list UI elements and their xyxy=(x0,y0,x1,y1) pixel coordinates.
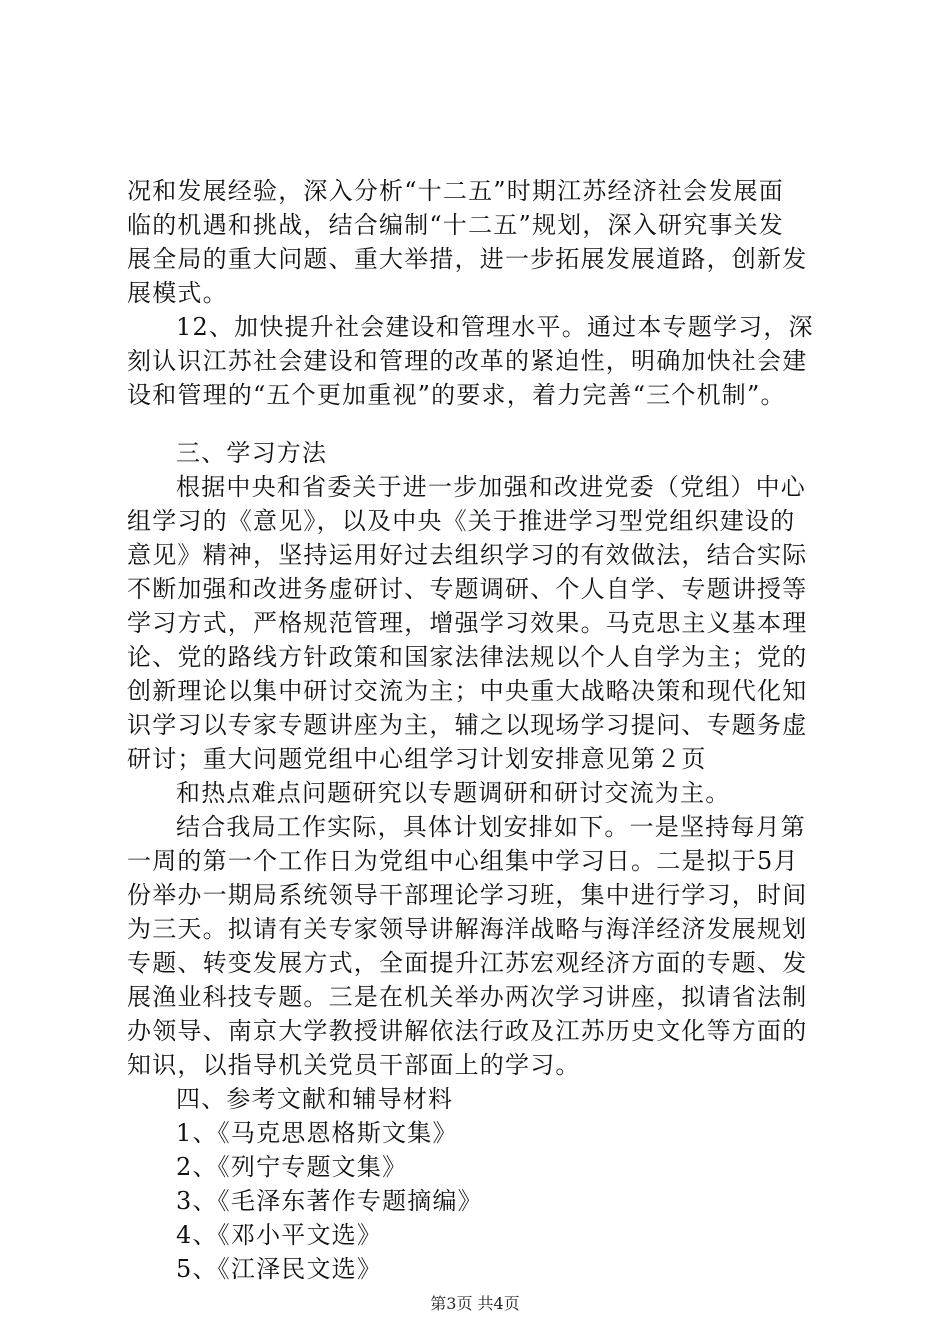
text-line: 不断加强和改进务虚研讨、专题调研、个人自学、专题讲授等 xyxy=(127,575,808,603)
text-line: 学习方式，严格规范管理，增强学习效果。马克思主义基本理 xyxy=(127,609,808,637)
text-line: 设和管理的“五个更加重视”的要求，着力完善“三个机制”。 xyxy=(127,381,786,409)
text-line: 研讨；重大问题党组中心组学习计划安排意见第２页 xyxy=(127,745,707,773)
page-footer: 第3页 共4页 xyxy=(430,1294,520,1313)
section-heading: 四、参考文献和辅导材料 xyxy=(176,1085,454,1113)
text-line: 知识，以指导机关党员干部面上的学习。 xyxy=(127,1051,581,1079)
text-line: 创新理论以集中研讨交流为主；中央重大战略决策和现代化知 xyxy=(127,677,808,705)
text-line: 临的机遇和挑战，结合编制“十二五”规划，深入研究事关发 xyxy=(127,211,784,239)
list-item: 1、《马克思恩格斯文集》 xyxy=(176,1119,458,1147)
list-item: 4、《邓小平文选》 xyxy=(176,1221,383,1249)
text-line: 根据中央和省委关于进一步加强和改进党委（党组）中心 xyxy=(176,473,806,501)
text-line: 12、加快提升社会建设和管理水平。通过本专题学习，深 xyxy=(176,313,814,341)
text-line: 况和发展经验，深入分析“十二五”时期江苏经济社会发展面 xyxy=(127,177,784,205)
text-line: 组学习的《意见》，以及中央《关于推进学习型党组织建设的 xyxy=(127,507,796,535)
text-line: 一周的第一个工作日为党组中心组集中学习日。二是拟于5月 xyxy=(127,847,799,875)
list-item: 3、《毛泽东著作专题摘编》 xyxy=(176,1187,483,1215)
text-line: 意见》精神，坚持运用好过去组织学习的有效做法，结合实际 xyxy=(127,541,808,569)
text-line: 展模式。 xyxy=(127,279,228,307)
text-line: 识学习以专家专题讲座为主，辅之以现场学习提问、专题务虚 xyxy=(127,711,808,739)
text-line: 份举办一期局系统领导干部理论学习班，集中进行学习，时间 xyxy=(127,881,808,909)
text-line: 论、党的路线方针政策和国家法律法规以个人自学为主；党的 xyxy=(127,643,808,671)
text-line: 和热点难点问题研究以专题调研和研讨交流为主。 xyxy=(176,779,731,807)
text-line: 展渔业科技专题。三是在机关举办两次学习讲座，拟请省法制 xyxy=(127,983,808,1011)
section-heading: 三、学习方法 xyxy=(176,439,328,467)
text-line: 结合我局工作实际，具体计划安排如下。一是坚持每月第 xyxy=(176,813,806,841)
list-item: 2、《列宁专题文集》 xyxy=(176,1153,408,1181)
text-line: 办领导、南京大学教授讲解依法行政及江苏历史文化等方面的 xyxy=(127,1017,808,1045)
text-line: 刻认识江苏社会建设和管理的改革的紧迫性，明确加快社会建 xyxy=(127,347,808,375)
text-line: 为三天。拟请有关专家领导讲解海洋战略与海洋经济发展规划 xyxy=(127,915,808,943)
text-line: 专题、转变发展方式，全面提升江苏宏观经济方面的专题、发 xyxy=(127,949,808,977)
list-item: 5、《江泽民文选》 xyxy=(176,1255,383,1283)
text-line: 展全局的重大问题、重大举措，进一步拓展发展道路，创新发 xyxy=(127,245,808,273)
